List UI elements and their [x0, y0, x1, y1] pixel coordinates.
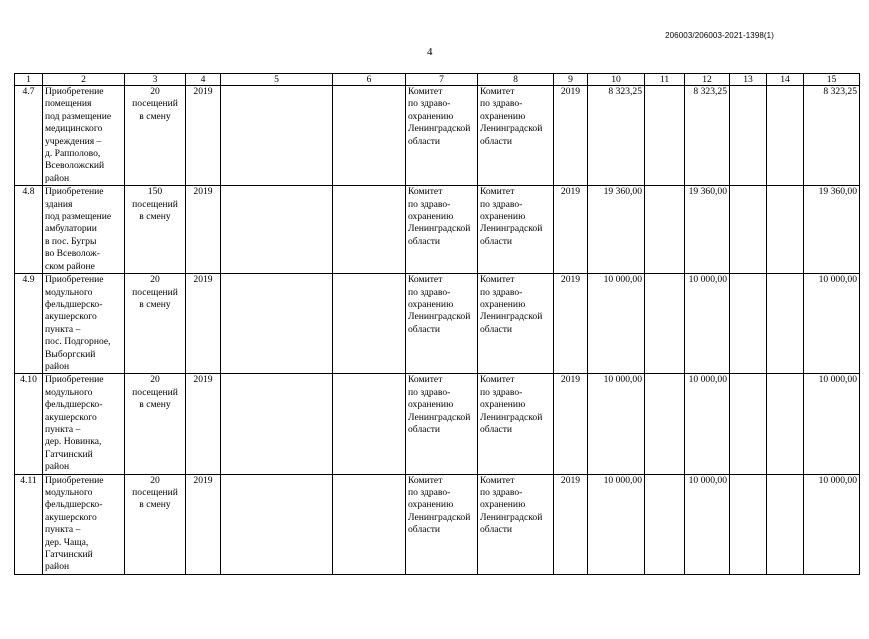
- cell-line: Комитет: [408, 274, 443, 286]
- cell-line: области: [408, 135, 441, 147]
- cell-line: амбулатории: [45, 223, 97, 235]
- cell-col-5: [221, 186, 333, 274]
- cell-line: области: [408, 235, 441, 247]
- cell-year: 2019: [186, 86, 221, 186]
- cell-line: район: [45, 461, 70, 473]
- cell-line: по здраво-: [480, 198, 523, 210]
- cell-line: по здраво-: [480, 487, 523, 498]
- cell-amount-15: 10 000,00: [804, 374, 860, 474]
- cell-line: по здраво-: [408, 286, 451, 298]
- cell-line: Комитет: [480, 274, 515, 286]
- cell-col-14: [767, 474, 804, 574]
- cell-line: Приобретение: [45, 274, 104, 286]
- cell-amount-15: 8 323,25: [804, 86, 860, 186]
- cell-capacity: [125, 186, 186, 274]
- cell-line: Приобретение: [45, 186, 104, 198]
- cell-line: области: [480, 423, 513, 435]
- cell-line: медицинского: [45, 123, 103, 135]
- cell-line: области: [408, 423, 441, 435]
- cell-line: акушерского: [45, 411, 97, 423]
- cell-capacity: [125, 274, 186, 374]
- cell-customer: [406, 86, 478, 186]
- cell-col-14: [767, 274, 804, 374]
- column-header-14: 14: [767, 74, 804, 86]
- column-header-4: 4: [186, 74, 221, 86]
- cell-line: в смену: [139, 110, 171, 122]
- table-body: [15, 86, 860, 575]
- cell-line: под размещение: [45, 110, 112, 122]
- cell-line: охранению: [480, 211, 526, 223]
- cell-line: Ленинградской: [408, 123, 471, 135]
- cell-year: 2019: [186, 374, 221, 474]
- cell-amount-total: 8 323,25: [588, 86, 645, 186]
- cell-line: акушерского: [45, 311, 97, 323]
- cell-line: охранению: [408, 399, 454, 411]
- table-row: [15, 86, 860, 186]
- cell-line: охранению: [480, 399, 526, 411]
- cell-line: 20: [150, 374, 160, 386]
- cell-line: пункта –: [45, 323, 81, 335]
- cell-line: области: [408, 323, 441, 335]
- cell-line: охранению: [408, 110, 454, 122]
- cell-line: Гатчинский: [45, 448, 93, 460]
- cell-object-name: [43, 474, 125, 574]
- cell-amount-total: 19 360,00: [588, 186, 645, 274]
- cell-year: 2019: [186, 274, 221, 374]
- cell-line: район: [45, 360, 70, 372]
- cell-line: в смену: [139, 499, 171, 511]
- column-header-12: 12: [685, 74, 730, 86]
- table-row: [15, 274, 860, 374]
- cell-line: посещений: [132, 487, 178, 498]
- cell-year: 2019: [186, 474, 221, 574]
- cell-line: Комитет: [408, 374, 443, 386]
- cell-line: Ленинградской: [408, 511, 471, 523]
- cell-col-5: [221, 274, 333, 374]
- cell-line: пос. Подгорное,: [45, 336, 111, 348]
- cell-line: посещений: [132, 386, 178, 398]
- cell-year: 2019: [186, 186, 221, 274]
- cell-line: 20: [150, 86, 160, 97]
- column-header-6: 6: [333, 74, 406, 86]
- cell-line: охранению: [480, 499, 526, 511]
- cell-line: д. Рапполово,: [45, 148, 101, 160]
- cell-amount-total: 10 000,00: [588, 374, 645, 474]
- cell-amount-total: 10 000,00: [588, 274, 645, 374]
- cell-line: Ленинградской: [480, 411, 543, 423]
- cell-year-2: 2019: [554, 186, 588, 274]
- cell-line: акушерского: [45, 511, 97, 523]
- column-header-7: 7: [406, 74, 478, 86]
- cell-line: охранению: [480, 110, 526, 122]
- cell-line: Ленинградской: [408, 223, 471, 235]
- cell-year-2: 2019: [554, 474, 588, 574]
- cell-col-6: [333, 86, 406, 186]
- cell-line: модульного: [45, 286, 93, 298]
- cell-col-11: [645, 86, 685, 186]
- cell-line: Приобретение: [45, 86, 104, 97]
- cell-amount-15: 10 000,00: [804, 474, 860, 574]
- cell-col-6: [333, 374, 406, 474]
- cell-line: район: [45, 561, 70, 573]
- header-row: [15, 74, 860, 86]
- cell-line: области: [480, 524, 513, 536]
- cell-line: охранению: [408, 499, 454, 511]
- cell-customer: [406, 474, 478, 574]
- cell-line: Выборгский: [45, 348, 96, 360]
- cell-col-11: [645, 274, 685, 374]
- column-header-5: 5: [221, 74, 333, 86]
- cell-line: фельдшерско-: [45, 499, 103, 511]
- table-row: [15, 186, 860, 274]
- cell-line: по здраво-: [480, 386, 523, 398]
- cell-col-11: [645, 474, 685, 574]
- cell-col-14: [767, 374, 804, 474]
- cell-line: Ленинградской: [408, 311, 471, 323]
- cell-line: области: [480, 323, 513, 335]
- cell-developer: [478, 274, 554, 374]
- document-id: 206003/206003-2021-1398(1): [665, 31, 774, 40]
- table-row: [15, 474, 860, 574]
- cell-line: Ленинградской: [480, 123, 543, 135]
- cell-line: во Всеволож-: [45, 248, 100, 260]
- cell-line: ском районе: [45, 260, 95, 272]
- cell-line: Комитет: [480, 86, 515, 97]
- page-number: 4: [427, 46, 433, 58]
- cell-line: Комитет: [408, 474, 443, 486]
- cell-developer: [478, 374, 554, 474]
- cell-line: Комитет: [480, 474, 515, 486]
- cell-line: области: [480, 135, 513, 147]
- cell-year-2: 2019: [554, 274, 588, 374]
- column-header-3: 3: [125, 74, 186, 86]
- cell-row-number: 4.10: [15, 374, 43, 474]
- cell-col-13: [730, 186, 767, 274]
- cell-customer: [406, 374, 478, 474]
- cell-line: охранению: [408, 298, 454, 310]
- cell-line: Ленинградской: [480, 223, 543, 235]
- cell-line: области: [408, 524, 441, 536]
- cell-col-5: [221, 374, 333, 474]
- cell-customer: [406, 274, 478, 374]
- cell-line: по здраво-: [408, 198, 451, 210]
- cell-line: дер. Чаща,: [45, 536, 89, 548]
- cell-amount-12: 10 000,00: [685, 374, 730, 474]
- cell-line: охранению: [408, 211, 454, 223]
- cell-line: фельдшерско-: [45, 399, 103, 411]
- cell-line: Приобретение: [45, 474, 104, 486]
- cell-line: по здраво-: [480, 286, 523, 298]
- cell-line: посещений: [132, 286, 178, 298]
- cell-line: здания: [45, 198, 73, 210]
- column-header-11: 11: [645, 74, 685, 86]
- cell-line: под размещение: [45, 211, 112, 223]
- cell-line: охранению: [480, 298, 526, 310]
- cell-line: Ленинградской: [480, 511, 543, 523]
- cell-line: 150: [147, 186, 163, 198]
- cell-col-11: [645, 186, 685, 274]
- cell-amount-15: 10 000,00: [804, 274, 860, 374]
- cell-object-name: [43, 374, 125, 474]
- cell-object-name: [43, 86, 125, 186]
- program-table: [14, 73, 860, 575]
- cell-object-name: [43, 186, 125, 274]
- cell-line: пункта –: [45, 423, 81, 435]
- cell-line: посещений: [132, 198, 178, 210]
- cell-amount-12: 10 000,00: [685, 274, 730, 374]
- cell-capacity: [125, 374, 186, 474]
- column-header-2: 2: [43, 74, 125, 86]
- cell-developer: [478, 186, 554, 274]
- cell-amount-12: 10 000,00: [685, 474, 730, 574]
- cell-col-13: [730, 274, 767, 374]
- cell-line: модульного: [45, 487, 93, 498]
- cell-line: 20: [150, 474, 160, 486]
- cell-line: по здраво-: [480, 98, 523, 110]
- cell-object-name: [43, 274, 125, 374]
- column-header-1: 1: [15, 74, 43, 86]
- table-row: [15, 374, 860, 474]
- column-header-10: 10: [588, 74, 645, 86]
- cell-developer: [478, 86, 554, 186]
- cell-capacity: [125, 86, 186, 186]
- cell-line: Ленинградской: [480, 311, 543, 323]
- cell-line: Приобретение: [45, 374, 104, 386]
- cell-customer: [406, 186, 478, 274]
- cell-col-6: [333, 274, 406, 374]
- cell-line: Комитет: [480, 374, 515, 386]
- cell-col-13: [730, 374, 767, 474]
- cell-col-13: [730, 474, 767, 574]
- cell-line: пункта –: [45, 524, 81, 536]
- cell-line: модульного: [45, 386, 93, 398]
- cell-line: по здраво-: [408, 386, 451, 398]
- cell-col-14: [767, 86, 804, 186]
- cell-line: в смену: [139, 399, 171, 411]
- cell-amount-total: 10 000,00: [588, 474, 645, 574]
- cell-capacity: [125, 474, 186, 574]
- cell-developer: [478, 474, 554, 574]
- column-header-8: 8: [478, 74, 554, 86]
- cell-col-14: [767, 186, 804, 274]
- cell-row-number: 4.11: [15, 474, 43, 574]
- cell-line: в смену: [139, 211, 171, 223]
- cell-line: в смену: [139, 298, 171, 310]
- cell-col-6: [333, 186, 406, 274]
- cell-line: фельдшерско-: [45, 298, 103, 310]
- cell-row-number: 4.7: [15, 86, 43, 186]
- cell-line: дер. Новинка,: [45, 436, 102, 448]
- cell-col-5: [221, 86, 333, 186]
- cell-amount-15: 19 360,00: [804, 186, 860, 274]
- cell-amount-12: 8 323,25: [685, 86, 730, 186]
- cell-col-5: [221, 474, 333, 574]
- cell-line: 20: [150, 274, 160, 286]
- cell-col-6: [333, 474, 406, 574]
- column-header-9: 9: [554, 74, 588, 86]
- column-header-15: 15: [804, 74, 860, 86]
- cell-col-13: [730, 86, 767, 186]
- cell-line: по здраво-: [408, 487, 451, 498]
- cell-year-2: 2019: [554, 86, 588, 186]
- cell-amount-12: 19 360,00: [685, 186, 730, 274]
- cell-line: в пос. Бугры: [45, 235, 97, 247]
- cell-line: Комитет: [408, 86, 443, 97]
- cell-col-11: [645, 374, 685, 474]
- cell-line: Всеволожский: [45, 160, 105, 172]
- cell-line: области: [480, 235, 513, 247]
- cell-line: Гатчинский: [45, 549, 93, 561]
- cell-line: район: [45, 172, 70, 184]
- cell-line: учреждения –: [45, 135, 102, 147]
- cell-year-2: 2019: [554, 374, 588, 474]
- cell-line: Комитет: [408, 186, 443, 198]
- cell-row-number: 4.9: [15, 274, 43, 374]
- cell-line: Комитет: [480, 186, 515, 198]
- cell-line: Ленинградской: [408, 411, 471, 423]
- cell-row-number: 4.8: [15, 186, 43, 274]
- cell-line: помещения: [45, 98, 92, 110]
- cell-line: посещений: [132, 98, 178, 110]
- cell-line: по здраво-: [408, 98, 451, 110]
- column-header-13: 13: [730, 74, 767, 86]
